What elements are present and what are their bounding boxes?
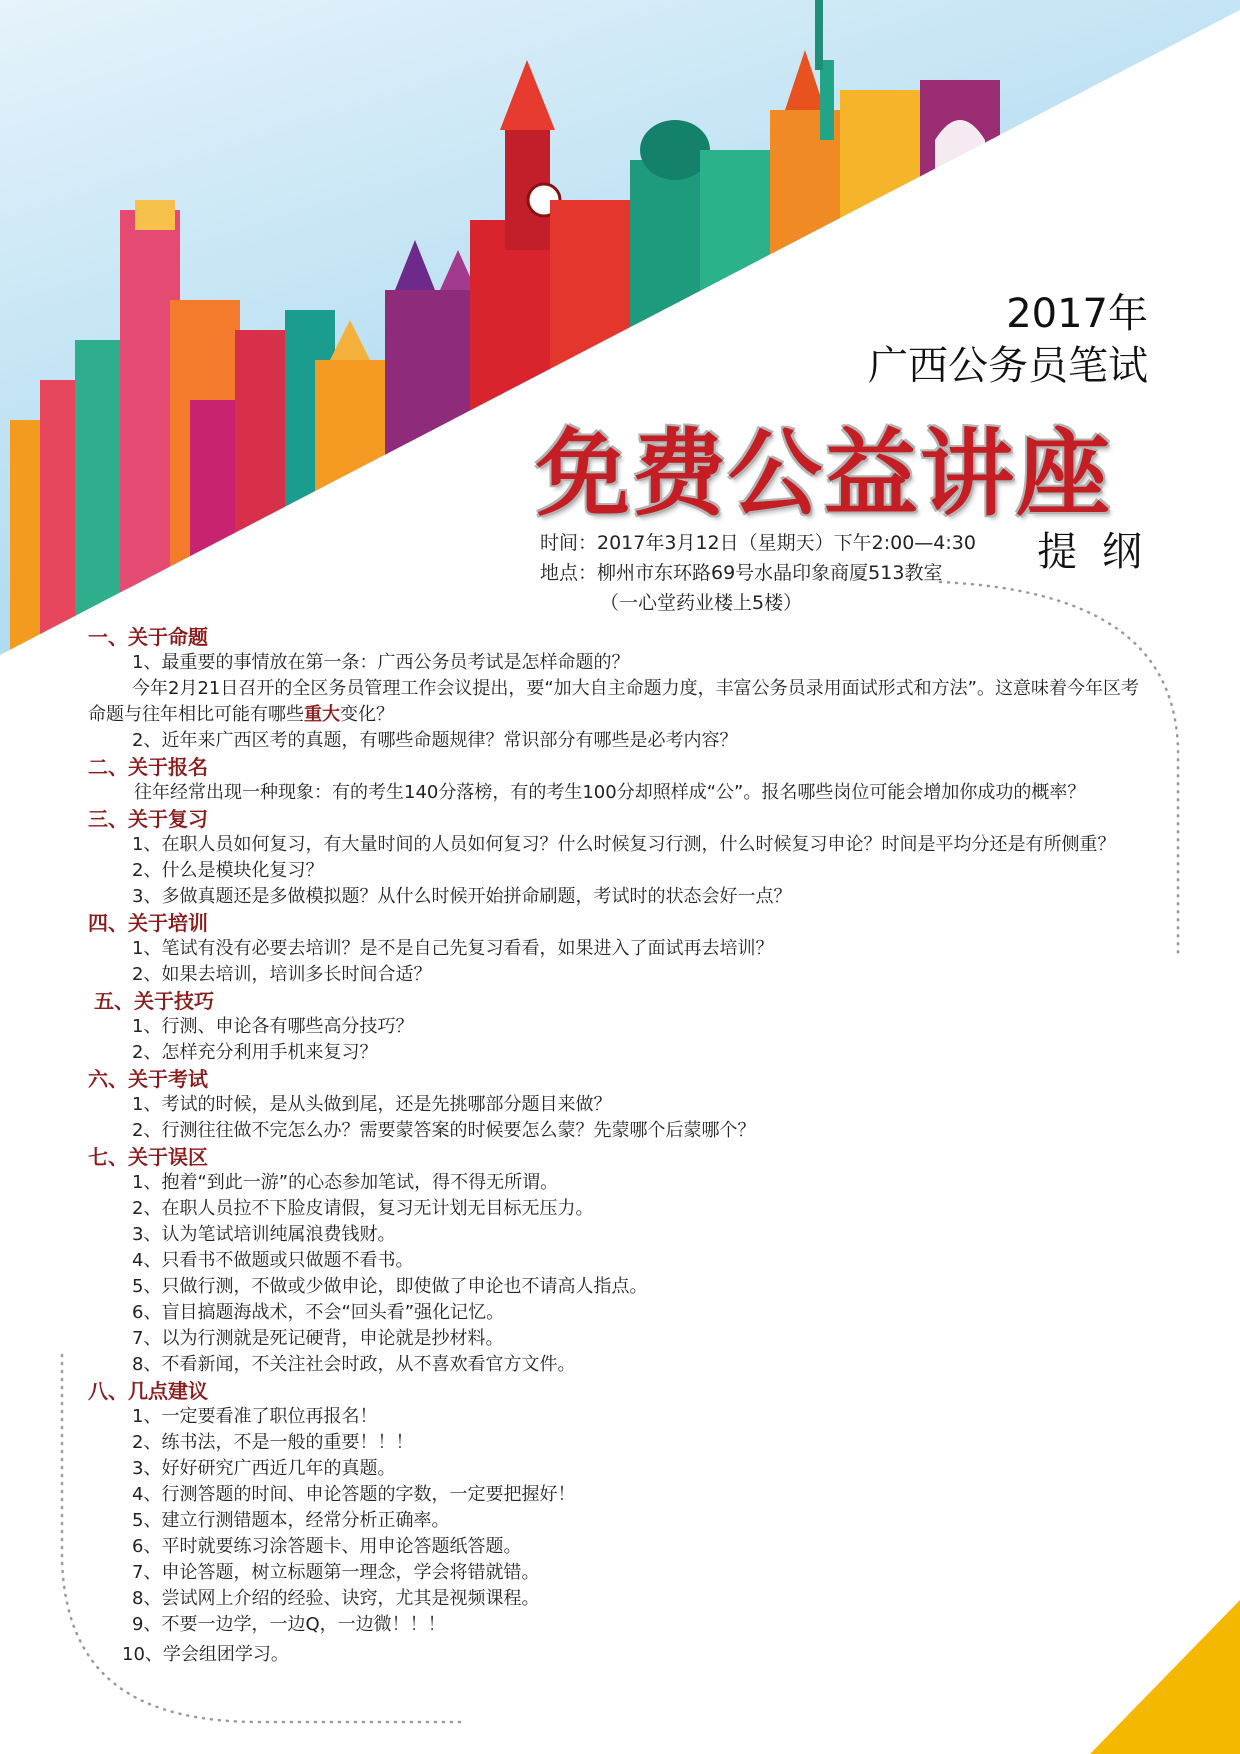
list-item: 6、平时就要练习涂答题卡、用申论答题纸答题。 bbox=[132, 1536, 522, 1557]
year-label: 2017年 bbox=[1006, 291, 1148, 337]
list-item: 7、以为行测就是死记硬背，申论就是抄材料。 bbox=[132, 1328, 504, 1349]
list-item: 1、最重要的事情放在第一条：广西公务员考试是怎样命题的？ bbox=[132, 652, 630, 673]
section-title: 七、关于误区 bbox=[88, 1145, 208, 1169]
list-item: 1、行测、申论各有哪些高分技巧？ bbox=[132, 1016, 414, 1037]
exam-label: 广西公务员笔试 bbox=[868, 343, 1148, 389]
list-item: 2、如果去培训，培训多长时间合适？ bbox=[132, 964, 432, 985]
event-place: 地点：柳州市东环路69号水晶印象商厦513教室 bbox=[540, 562, 943, 584]
list-item: 1、考试的时候，是从头做到尾，还是先挑哪部分题目来做？ bbox=[132, 1094, 612, 1115]
list-item: 5、建立行测错题本，经常分析正确率。 bbox=[132, 1510, 450, 1531]
outline-content bbox=[88, 624, 1148, 1668]
section-title: 六、关于考试 bbox=[88, 1067, 208, 1091]
event-time: 时间：2017年3月12日（星期天）下午2:00—4:30 bbox=[540, 532, 976, 554]
section-title: 二、关于报名 bbox=[88, 755, 208, 779]
list-item: 8、不看新闻，不关注社会时政，从不喜欢看官方文件。 bbox=[132, 1354, 576, 1375]
list-item: 2、近年来广西区考的真题，有哪些命题规律？常识部分有哪些是必考内容？ bbox=[132, 730, 738, 751]
list-item: 3、多做真题还是多做模拟题？从什么时候开始拼命刷题，考试时的状态会好一点？ bbox=[132, 886, 792, 907]
list-item: 1、在职人员如何复习，有大量时间的人员如何复习？什么时候复习行测，什么时候复习申论？时间是平均分还是有所侧重？ bbox=[132, 834, 1116, 855]
list-item: 2、在职人员拉不下脸皮请假，复习无计划无目标无压力。 bbox=[132, 1198, 594, 1219]
section-title: 四、关于培训 bbox=[88, 911, 208, 935]
section-title: 五、关于技巧 bbox=[94, 989, 214, 1013]
list-item: 1、笔试有没有必要去培训？是不是自己先复习看看，如果进入了面试再去培训？ bbox=[132, 938, 774, 959]
list-item: 9、不要一边学，一边Q，一边微！！！ bbox=[132, 1614, 446, 1635]
paragraph: 今年2月21日召开的全区务员管理工作会议提出，要“加大自主命题力度，丰富公务员录用面试形式和方法”。这意味着今年区考命题与往年相比可能有哪些重大变化？ bbox=[88, 678, 1140, 725]
list-item: 8、尝试网上介绍的经验、诀窍，尤其是视频课程。 bbox=[132, 1588, 540, 1609]
list-item: 10、学会组团学习。 bbox=[122, 1644, 289, 1665]
list-item: 3、认为笔试培训纯属浪费钱财。 bbox=[132, 1224, 396, 1245]
list-item: 4、行测答题的时间、申论答题的字数，一定要把握好！ bbox=[132, 1484, 576, 1505]
list-item: 1、抱着“到此一游”的心态参加笔试，得不得无所谓。 bbox=[132, 1172, 559, 1193]
list-item: 1、一定要看准了职位再报名！ bbox=[132, 1406, 378, 1427]
list-item: 3、好好研究广西近几年的真题。 bbox=[132, 1458, 396, 1479]
section-title: 三、关于复习 bbox=[88, 807, 208, 831]
list-item: 4、只看书不做题或只做题不看书。 bbox=[132, 1250, 414, 1271]
event-place-note: （一心堂药业楼上5楼） bbox=[600, 592, 803, 614]
list-item: 2、什么是模块化复习？ bbox=[132, 860, 324, 881]
list-item: 6、盲目搞题海战术，不会“回头看”强化记忆。 bbox=[132, 1302, 505, 1323]
list-item: 2、行测往往做不完怎么办？需要蒙答案的时候要怎么蒙？先蒙哪个后蒙哪个？ bbox=[132, 1120, 756, 1141]
list-item: 7、申论答题，树立标题第一理念，学会将错就错。 bbox=[132, 1562, 540, 1583]
lecture-title: 免费公益讲座 bbox=[536, 420, 1113, 529]
outline-label: 提 纲 bbox=[1037, 529, 1148, 575]
list-item: 5、只做行测，不做或少做申论，即使做了申论也不请高人指点。 bbox=[132, 1276, 648, 1297]
list-item: 2、怎样充分利用手机来复习？ bbox=[132, 1042, 378, 1063]
section-title: 八、几点建议 bbox=[88, 1379, 208, 1403]
paragraph: 往年经常出现一种现象：有的考生140分落榜，有的考生100分却照样成“公”。报名哪些岗位可能会增加你成功的概率？ bbox=[134, 782, 1086, 803]
section-title: 一、关于命题 bbox=[88, 625, 208, 649]
list-item: 2、练书法，不是一般的重要！！！ bbox=[132, 1432, 414, 1453]
